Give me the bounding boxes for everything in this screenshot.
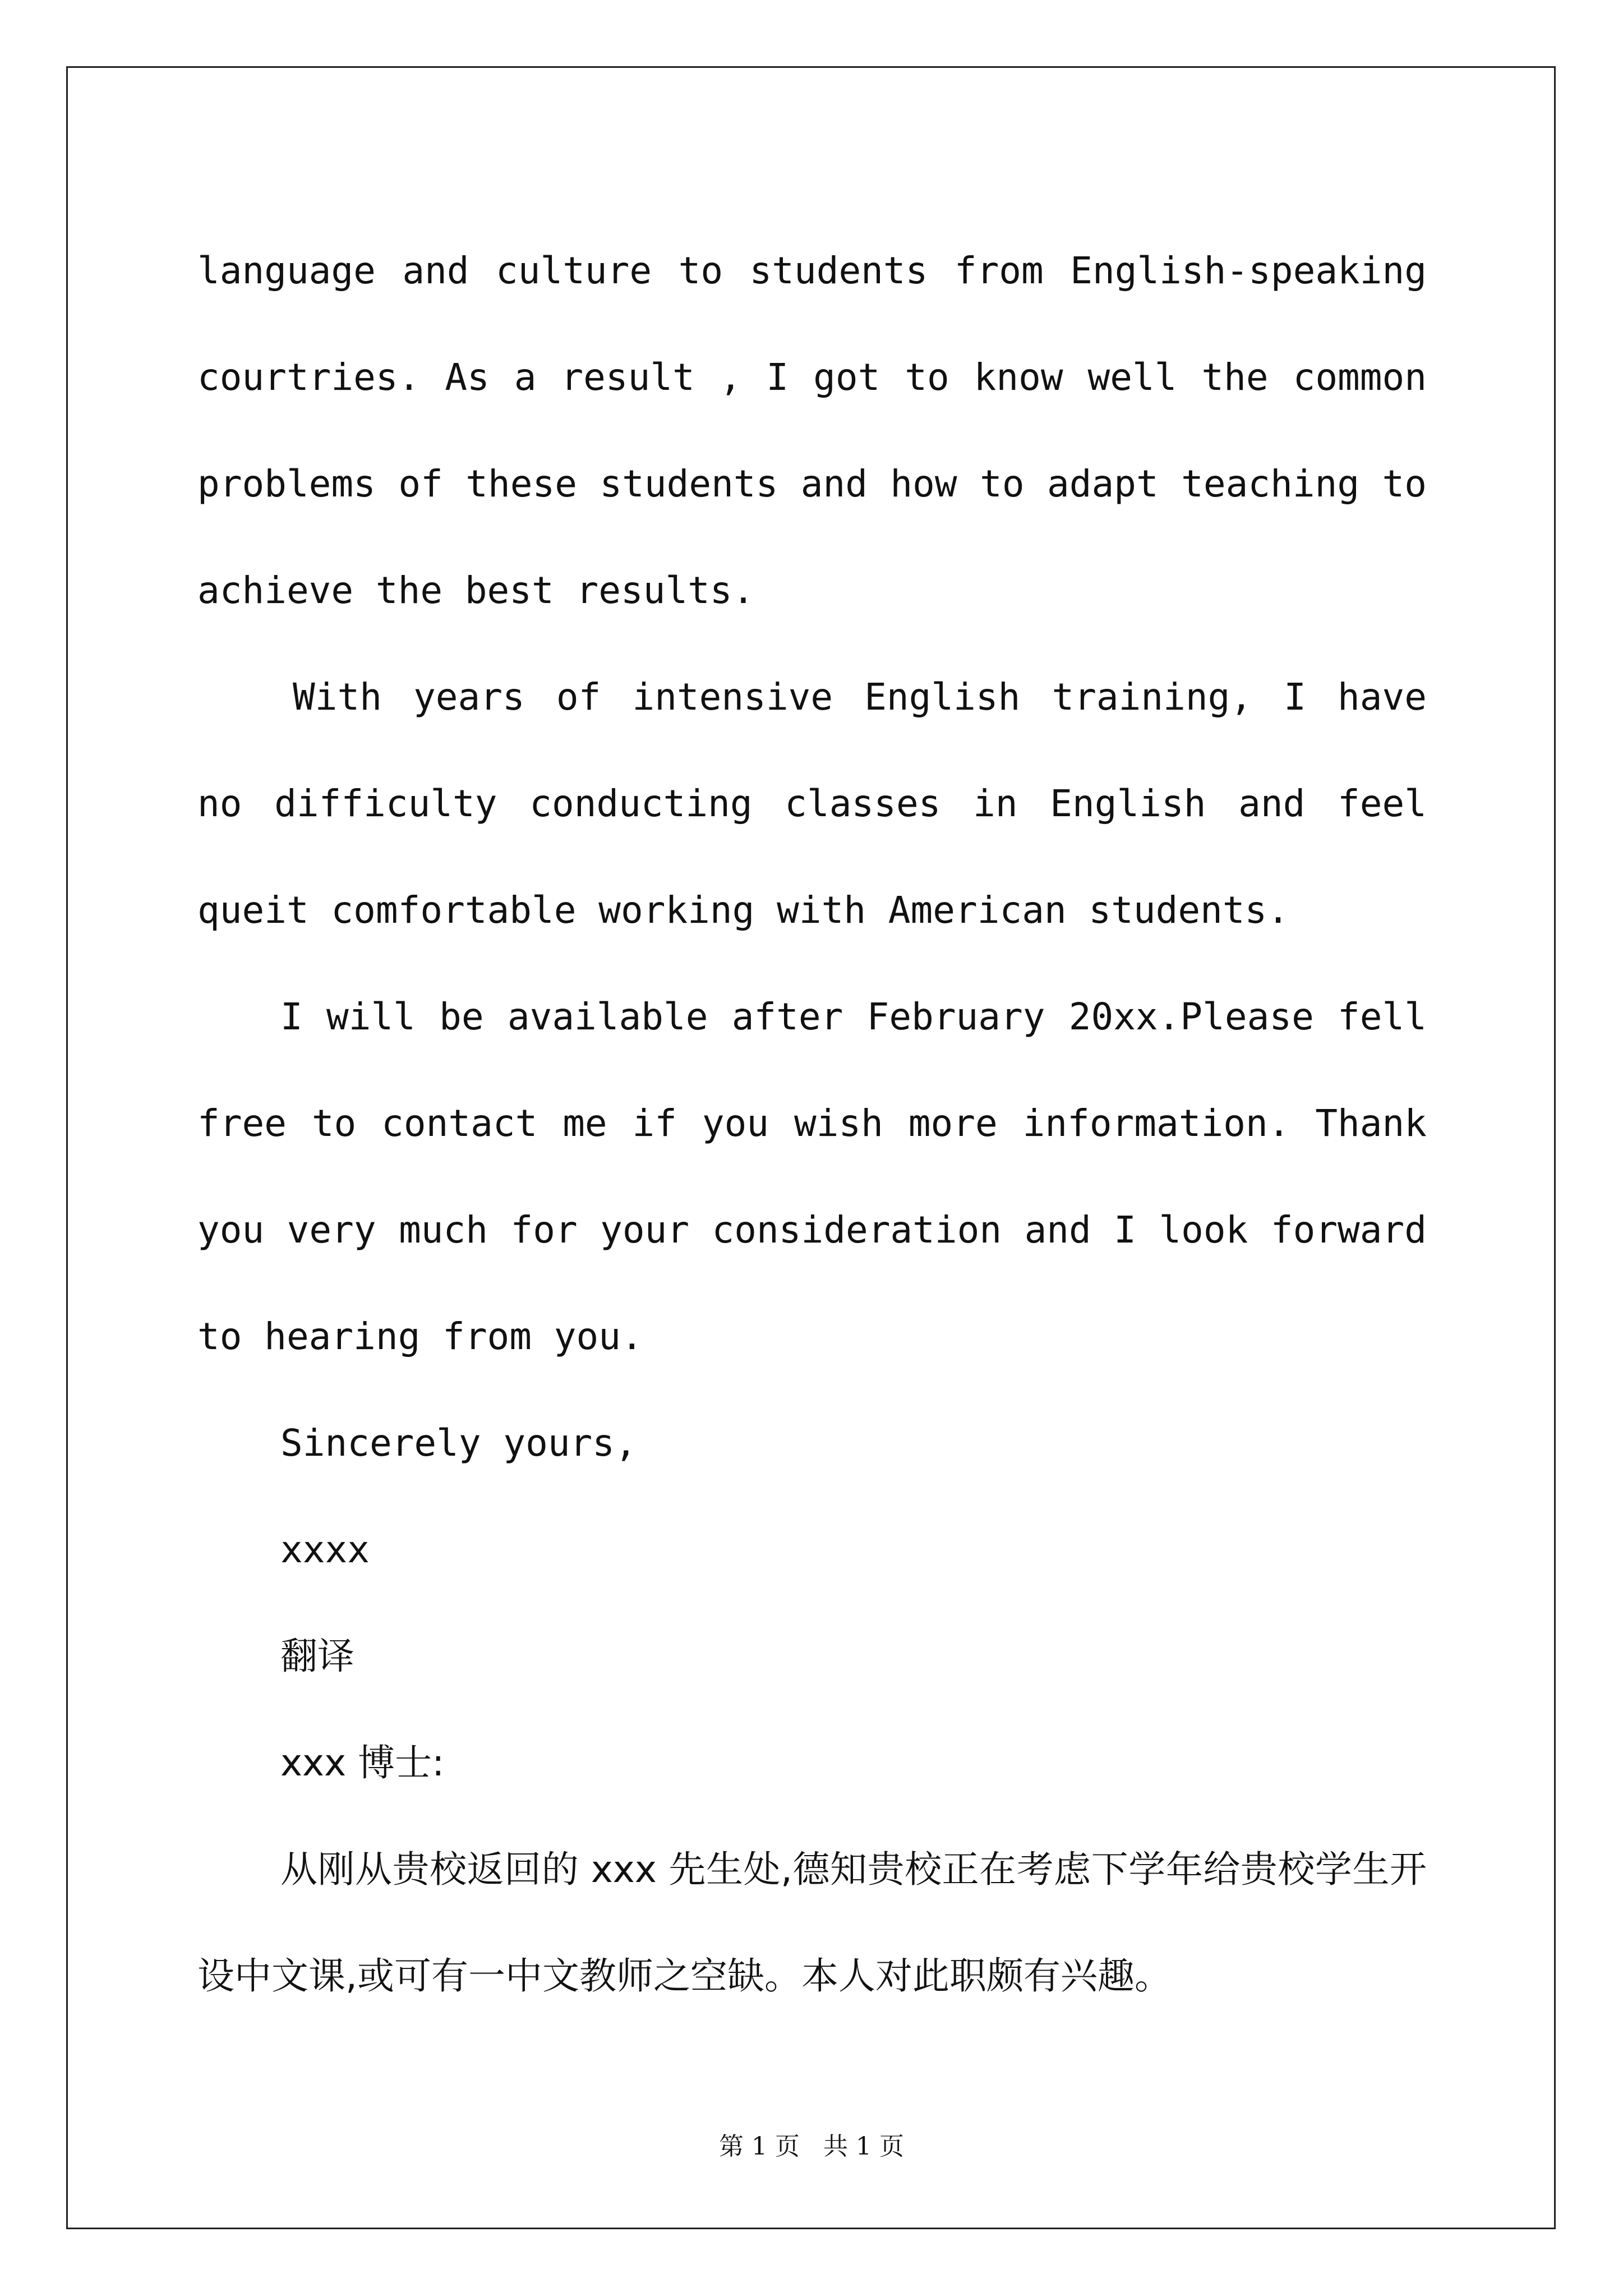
paragraph-2: With years of intensive English training, I have no difficulty conducting classes in English and feel queit comfortable working with American students. [197, 675, 1427, 932]
paragraph-cn: 从刚从贵校返回的 xxx 先生处,德知贵校正在考虑下学年给贵校学生开设中文课,或可有一中文教师之空缺。本人对此职颇有兴趣。 [197, 1848, 1427, 1998]
closing-line: Sincerely yours, [280, 1421, 637, 1465]
page-footer: 第 1 页 共 1 页 [719, 2132, 904, 2161]
salutation-cn: xxx 博士: [280, 1741, 445, 1784]
paragraph-1: language and culture to students from English-speaking courtries. As a result , I got to know well the common problems of these students and how to adapt teaching to achieve the best results. [197, 249, 1427, 612]
document-body [197, 218, 1427, 2030]
translation-heading: 翻译 [280, 1635, 354, 1678]
paragraph-3: I will be available after February 20xx.Please fell free to contact me if you wish more information. Thank you very much for your consideration and I look forward to hearing from you. [197, 995, 1427, 1358]
signature-line: xxxx [280, 1528, 370, 1571]
